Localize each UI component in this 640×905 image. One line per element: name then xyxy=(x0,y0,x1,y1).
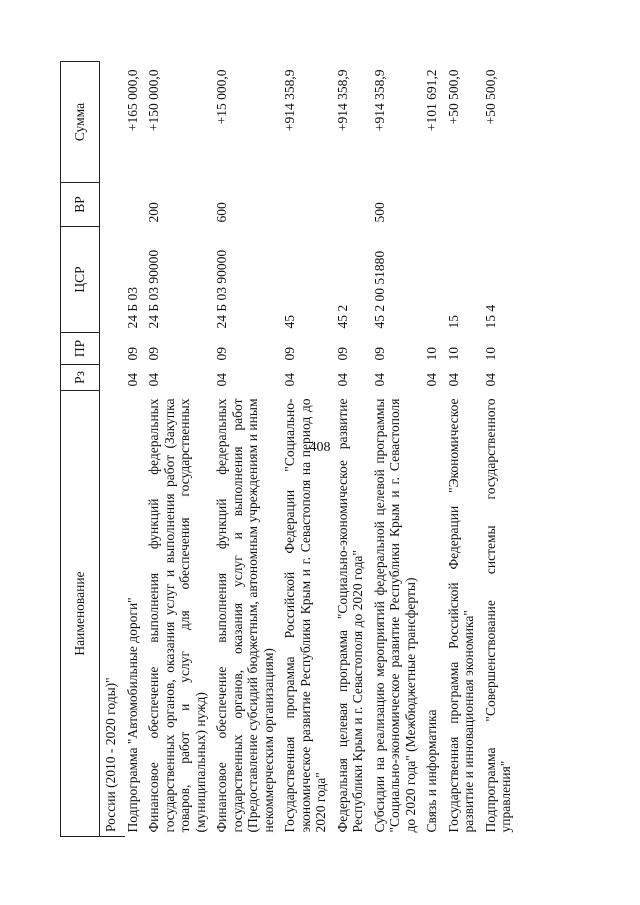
cell-vr xyxy=(335,183,372,227)
cell-name: Финансовое обеспечение выполнения функций федеральных государственных органов, оказания услуг и выполнения работ (Закупка товаров, работ и услуг для обеспечения государственных (муниципальных) нужд) xyxy=(146,398,208,833)
cell-rz: 04 xyxy=(445,373,461,387)
table-row xyxy=(125,62,147,837)
budget-table-rotated xyxy=(60,62,612,837)
cell-vr xyxy=(446,183,483,227)
cell-name: Субсидии на реализацию мероприятий федеральной целевой программы "Социально-экономическое развитие Республики Крым и г. Севастополя до 2020 года" (Межбюджетные трансферты) xyxy=(371,398,418,833)
cell-vr xyxy=(483,183,520,227)
cell-name: Государственная программа Российской Федерации "Экономическое развитие и инновационная экономика" xyxy=(445,398,476,833)
table-row xyxy=(372,62,425,837)
table-row xyxy=(214,62,282,837)
cell-sum: +50 500,0 xyxy=(445,69,461,125)
cell-vr xyxy=(282,183,335,227)
cell-pr xyxy=(100,333,125,365)
cell-name: Государственная программа Российской Федерации "Социально-экономическое развитие Республики Крым и г. Севастополя на период до 2020 года" xyxy=(282,398,328,833)
cell-pr: 09 xyxy=(146,347,161,361)
cell-rz: 04 xyxy=(146,373,161,387)
cell-csr: 45 xyxy=(282,315,297,329)
cell-csr xyxy=(424,227,446,333)
cell-pr: 10 xyxy=(445,347,461,361)
cell-pr: 09 xyxy=(214,347,229,361)
cell-vr xyxy=(100,183,125,227)
table-row xyxy=(446,62,483,837)
cell-rz: 04 xyxy=(334,373,350,387)
cell-name: России (2010 - 2020 годы)" xyxy=(100,391,125,837)
budget-table xyxy=(60,61,520,837)
table-row xyxy=(424,62,446,837)
cell-pr: 09 xyxy=(282,347,297,361)
cell-vr xyxy=(125,183,147,227)
cell-csr: 45 2 xyxy=(334,304,350,329)
cell-rz: 04 xyxy=(214,373,229,387)
page-number: 408 xyxy=(309,440,331,455)
cell-vr: 600 xyxy=(214,202,229,223)
cell-rz xyxy=(100,365,125,391)
header-sum: Сумма xyxy=(61,62,100,183)
header-vr: ВР xyxy=(61,183,100,227)
cell-pr: 10 xyxy=(482,347,498,361)
cell-csr: 24 Б 03 xyxy=(124,286,140,329)
cell-name: Федеральная целевая программа "Социально-экономическое развитие Республики Крым и г. Севастополя до 2020 года" xyxy=(334,398,365,833)
table-row xyxy=(335,62,372,837)
cell-csr: 15 xyxy=(445,315,461,329)
header-pr: ПР xyxy=(61,333,100,365)
cell-pr: 09 xyxy=(124,347,140,361)
cell-csr: 45 2 00 51880 xyxy=(371,250,387,329)
cell-csr: 24 Б 03 90000 xyxy=(214,249,229,329)
cell-name: Связь и информатика xyxy=(424,709,439,833)
cell-name: Финансовое обеспечение выполнения функций федеральных государственных органов, оказания услуг и выполнения работ (Предоставление субсидий бюджетным, автономным учреждениям и иным некоммерческим организациям) xyxy=(214,398,276,833)
cell-rz: 04 xyxy=(282,373,297,387)
cell-sum: +914 358,9 xyxy=(334,69,350,132)
cell-rz: 04 xyxy=(124,373,140,387)
table-row xyxy=(100,62,125,837)
cell-sum: +15 000,0 xyxy=(214,69,229,125)
cell-rz: 04 xyxy=(371,373,387,387)
header-csr: ЦСР xyxy=(61,227,100,333)
cell-sum: +914 358,9 xyxy=(282,69,297,132)
cell-rz: 04 xyxy=(482,373,498,387)
header-rz: Рз xyxy=(61,365,100,391)
cell-name: Подпрограмма "Автомобильные дороги" xyxy=(124,597,140,833)
cell-pr: 10 xyxy=(424,347,439,361)
table-row xyxy=(483,62,520,837)
cell-csr xyxy=(100,227,125,333)
cell-csr: 15 4 xyxy=(482,304,498,329)
cell-name: Подпрограмма "Совершенствование системы государственного управления" xyxy=(482,398,513,833)
header-name: Наименование xyxy=(61,391,100,837)
cell-vr xyxy=(424,183,446,227)
cell-vr: 200 xyxy=(146,202,161,223)
cell-pr: 09 xyxy=(334,347,350,361)
table-row xyxy=(146,62,214,837)
table-row xyxy=(282,62,335,837)
cell-rz: 04 xyxy=(424,373,439,387)
cell-sum xyxy=(100,62,125,183)
table-header-row xyxy=(61,62,100,837)
cell-vr: 500 xyxy=(371,202,387,223)
cell-sum: +101 691,2 xyxy=(424,69,439,132)
cell-sum: +150 000,0 xyxy=(146,69,161,132)
cell-pr: 09 xyxy=(371,347,387,361)
cell-sum: +914 358,9 xyxy=(371,69,387,132)
cell-sum: +50 500,0 xyxy=(482,69,498,125)
cell-sum: +165 000,0 xyxy=(124,69,140,132)
cell-csr: 24 Б 03 90000 xyxy=(146,249,161,329)
